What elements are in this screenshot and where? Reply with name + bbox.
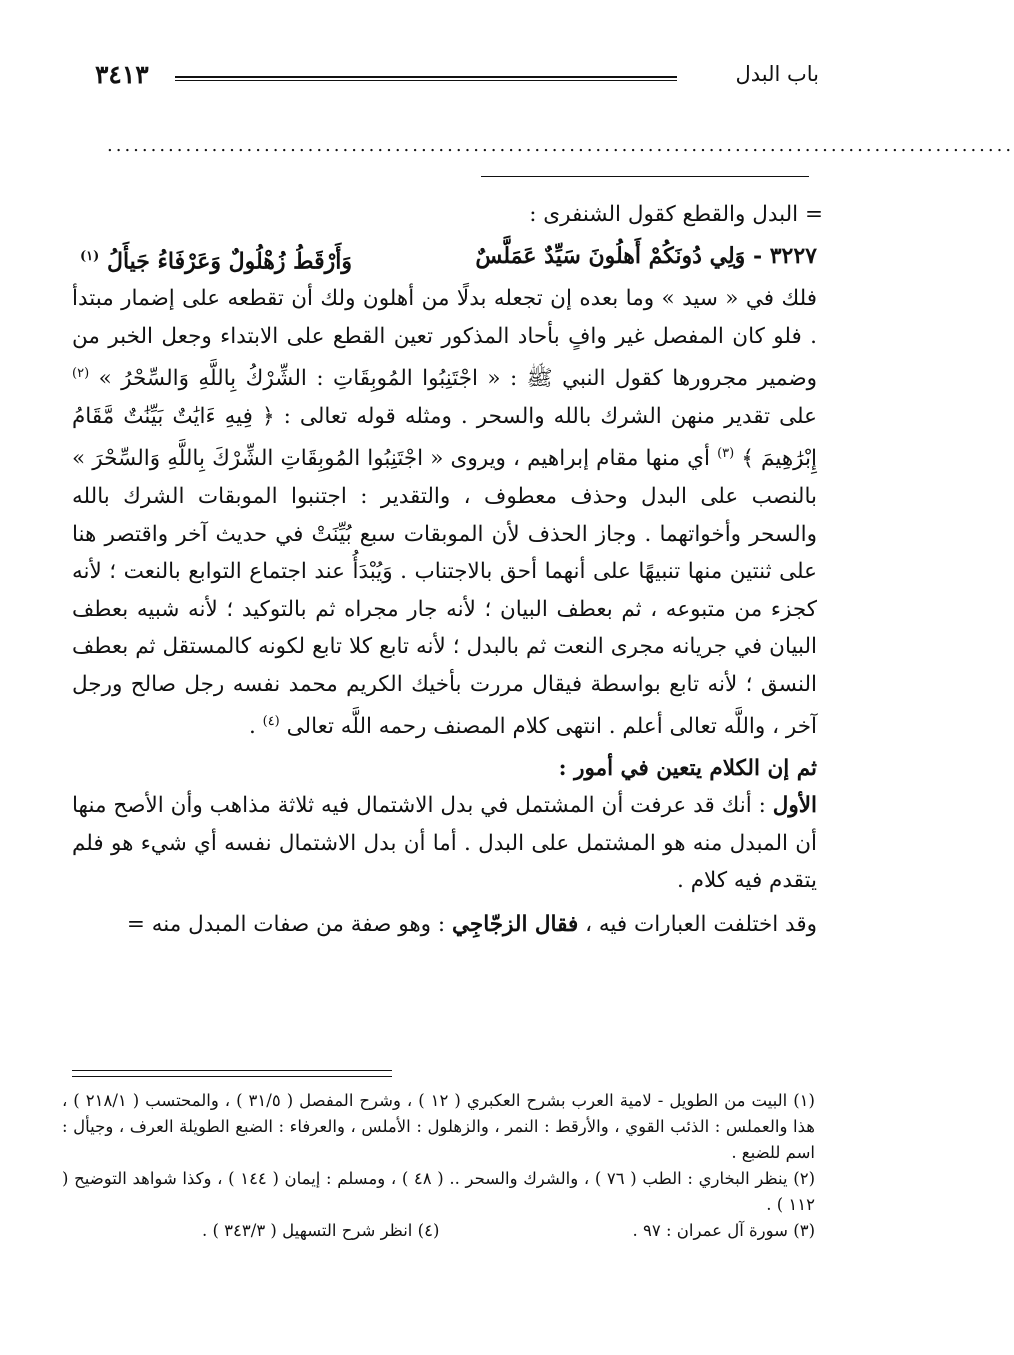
page-number: ٣٤١٣ (95, 60, 149, 89)
verse-second-hemistich: وَأَرْقَطُ زُهْلُولٌ وَعَرْفَاءُ جَيأَلُ $^{(١)}$ (80, 247, 352, 274)
footnote-4: (٤) انظر شرح التسهيل ( ٣٤٣/٣ ) . (202, 1221, 440, 1240)
author-name: فقال الزجّاجِي (452, 911, 579, 937)
header-rule (175, 76, 677, 81)
running-header (95, 60, 819, 96)
point-label: الأول (772, 793, 817, 819)
paragraph: الأول : أنك قد عرفت أن المشتمل في بدل الاشتمال فيه ثلاثة مذاهب وأن الأصح منها أن المبدل منه هو المشتمل على البدل . أما أن بدل الاشتمال نفسه أي شيء هو فلم يتقدم فيه كلام . (72, 793, 817, 894)
separator-rule (481, 176, 809, 177)
footnotes (62, 1088, 815, 1244)
footnote-2: (٢) ينظر البخاري : الطب ( ٧٦ ) ، والشرك والسحر .. ( ٤٨ ) ، ومسلم : إيمان ( ١٤٤ ) ، وكذا شواهد التوضيح ( ١١٢ ) . (62, 1169, 815, 1214)
paragraph: وقد اختلفت العبارات فيه ، فقال الزجّاجِي : وهو صفة من صفات المبدل منه = (126, 911, 817, 937)
section-heading: ثم إن الكلام يتعين في أمور : (558, 755, 817, 781)
footnote-marker: (٢) (72, 366, 90, 382)
footnote-1: (١) البيت من الطويل - لامية العرب بشرح العكبري ( ١٢ ) ، وشرح المفصل ( ٣١/٥ ) ، والمحتسب ( ٢١٨/١ ) ، هذا والعملس : الذئب القوي ، والأرقط : النمر ، والزهلول : الأملس ، والعرفاء : الضبع الطويلة العرف ، وجيأل : اسم للضبع . (62, 1091, 815, 1162)
paragraph: فلك في « سيد » وما بعده إن تجعله بدلًا من أهلون ولك أن تقطعه على إضمار مبتدأ . فلو كان المفصل غير وافٍ بأحاد المذكور تعين القطع على الابتداء وجعل الخبر من وضمير مجرورها كقول النبي ﷺ : « اجْتَنِبُوا المُوبِقَاتِ : الشِّرْكُ بِاللَّهِ وَالسِّحْرُ » $^{(٢)}$ على تقدير منهن الشرك بالله والسحر . ومثله قوله تعالى : ﴿ فِيهِ ءَايَٰتٌ بَيِّنَٰتٌ مَّقَامُ إِبْرَٰهِيمَ ﴾ $^{(٣)}$ أي منها مقام إبراهيم ، ويروى « اجْتَنِبُوا المُوبِقَاتِ الشِّرْكَ بِاللَّهِ وَالسِّحْرَ » بالنصب على البدل وحذف معطوف ، والتقدير : اجتنبوا الموبقات الشرك بالله والسحر وأخواتهما . وجاز الحذف لأن الموبقات سبع بُيِّنَتْ في حديث آخر واقتصر هنا على ثنتين منها تنبيهًا على أنهما أحق بالاجتناب . وَيُبْدَأُ عند اجتماع التوابع بالنعت ؛ لأنه كجزء من متبوعه ، ثم بعطف البيان ؛ لأنه جار مجراه ثم بالتوكيد ؛ لأنه شبيه بعطف البيان في جريانه مجرى النعت ثم بالبدل ؛ لأنه تابع كلا تابع لكونه كالمستقل ثم بعطف النسق ؛ لأنه تابع بواسطة فيقال مررت بأخيك الكريم محمد نفسه رجل صالح ورجل آخر ، واللَّه تعالى أعلم . انتهى كلام المصنف رحمه اللَّه تعالى $^{(٤)}$ . (72, 286, 817, 740)
intro-line: = البدل والقطع كقول الشنفرى : (529, 202, 823, 227)
footnote-rule (72, 1070, 392, 1071)
footnote-marker: (٣) (717, 446, 735, 462)
footnote-row (62, 1218, 815, 1244)
footnote-rule (72, 1076, 392, 1077)
footnote-marker: (٤) (262, 714, 280, 730)
main-text (72, 196, 823, 943)
footnote-marker: (١) (80, 248, 100, 264)
footnote-3: (٣) سورة آل عمران : ٩٧ . (632, 1221, 815, 1240)
dotted-separator: ........................................................................................................ (107, 135, 1014, 156)
chapter-title: باب البدل (735, 62, 819, 86)
verse-first-hemistich: ٣٢٢٧ - وَلِي دُونَكُمْ أَهلُونَ سَيِّدٌ عَمَلَّسٌ (475, 242, 817, 269)
poem-verse (72, 238, 817, 281)
